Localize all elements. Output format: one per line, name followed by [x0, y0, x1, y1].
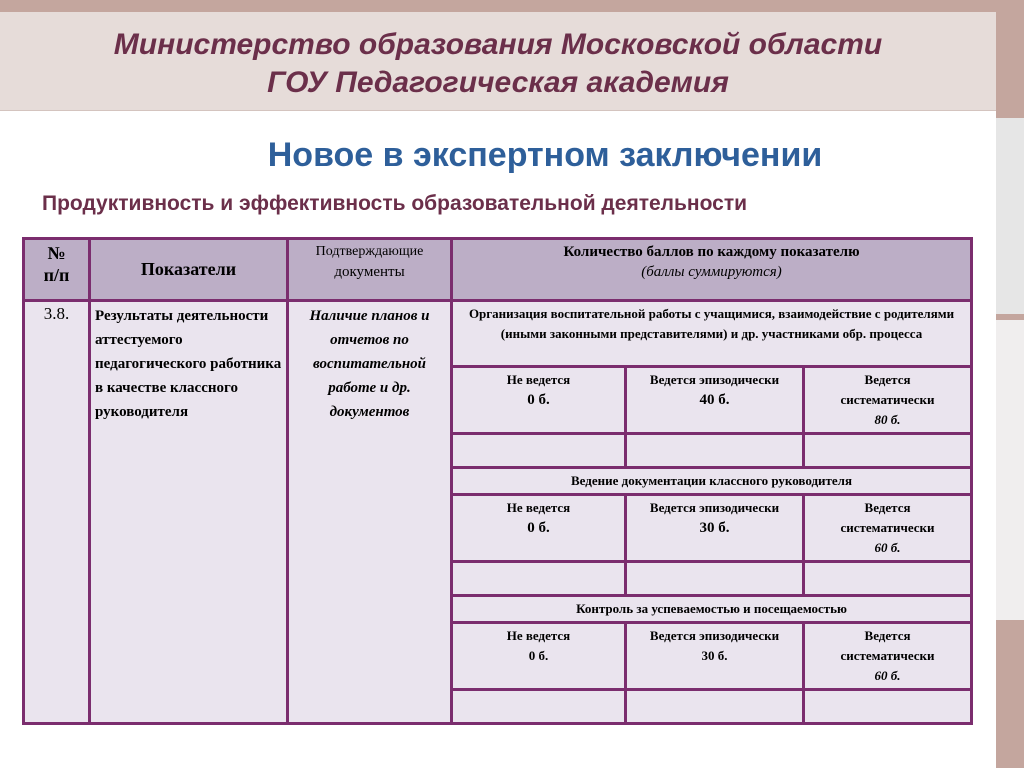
empty-score-cell — [804, 434, 972, 468]
right-decor-panel — [996, 320, 1024, 620]
top-decor-strip — [0, 0, 1024, 12]
table-header-row — [24, 239, 972, 301]
table-row — [24, 301, 972, 367]
empty-score-cell — [626, 434, 804, 468]
header-band — [0, 12, 996, 111]
academy-name: ГОУ Педагогическая академия — [267, 66, 729, 99]
option-label-line2: систематически — [840, 392, 935, 407]
option-label-line2: систематически — [840, 520, 935, 535]
option-cell — [804, 495, 972, 562]
header-number-line1: № — [47, 243, 66, 263]
option-label: Ведется — [864, 628, 911, 643]
slide-subtitle: Продуктивность и эффективность образовательной деятельности — [42, 192, 748, 215]
section-title: Контроль за успеваемостью и посещаемостью — [452, 596, 972, 623]
option-points: 30 б. — [701, 648, 728, 663]
option-label: Не ведется — [506, 372, 571, 387]
option-label: Ведется эпизодически — [649, 628, 780, 643]
option-points: 60 б. — [874, 540, 901, 555]
option-label-line2: систематически — [840, 648, 935, 663]
option-cell — [626, 495, 804, 562]
slide-title: Новое в экспертном заключении — [267, 136, 823, 174]
option-cell — [626, 623, 804, 690]
option-points: 60 б. — [874, 668, 901, 683]
option-cell — [452, 495, 626, 562]
section-title: Организация воспитательной работы с учащимися, взаимодействие с родителями (иными законными представителями) и др. участниками обр. процесса — [452, 301, 972, 367]
empty-score-cell — [804, 562, 972, 596]
option-points: 0 б. — [528, 648, 549, 663]
ministry-name: Министерство образования Московской области — [113, 28, 883, 61]
option-label: Ведется — [864, 500, 911, 515]
header-score — [452, 239, 972, 301]
header-score-line2: (баллы суммируются) — [641, 264, 782, 280]
header-documents-line2: документы — [334, 264, 405, 280]
option-label: Ведется — [864, 372, 911, 387]
criteria-table — [22, 237, 973, 725]
header-number-line2: п/п — [43, 265, 70, 285]
section-title: Ведение документации классного руководителя — [452, 468, 972, 495]
row-indicator: Результаты деятельности аттестуемого педагогического работника в качестве классного руководителя — [90, 301, 288, 724]
option-cell — [452, 367, 626, 434]
header-number — [24, 239, 90, 301]
header-score-line1: Количество баллов по каждому показателю — [563, 244, 860, 260]
option-label: Не ведется — [506, 500, 571, 515]
empty-score-cell — [626, 562, 804, 596]
option-label: Ведется эпизодически — [649, 372, 780, 387]
option-label: Не ведется — [506, 628, 571, 643]
option-cell — [804, 367, 972, 434]
empty-score-cell — [452, 562, 626, 596]
empty-score-cell — [626, 690, 804, 724]
row-documents: Наличие планов и отчетов по воспитательной работе и др. документов — [288, 301, 452, 724]
empty-score-cell — [452, 690, 626, 724]
option-points: 30 б. — [699, 520, 730, 536]
right-decor-panel — [996, 118, 1024, 314]
header-indicators: Показатели — [90, 239, 288, 301]
header-documents — [288, 239, 452, 301]
row-number: 3.8. — [24, 301, 90, 724]
option-points: 0 б. — [527, 392, 550, 408]
option-points: 40 б. — [699, 392, 730, 408]
empty-score-cell — [804, 690, 972, 724]
option-cell — [804, 623, 972, 690]
header-documents-line1: Подтверждающие — [315, 244, 424, 259]
option-cell — [626, 367, 804, 434]
option-points: 0 б. — [527, 520, 550, 536]
option-points: 80 б. — [874, 412, 901, 427]
option-label: Ведется эпизодически — [649, 500, 780, 515]
empty-score-cell — [452, 434, 626, 468]
option-cell — [452, 623, 626, 690]
